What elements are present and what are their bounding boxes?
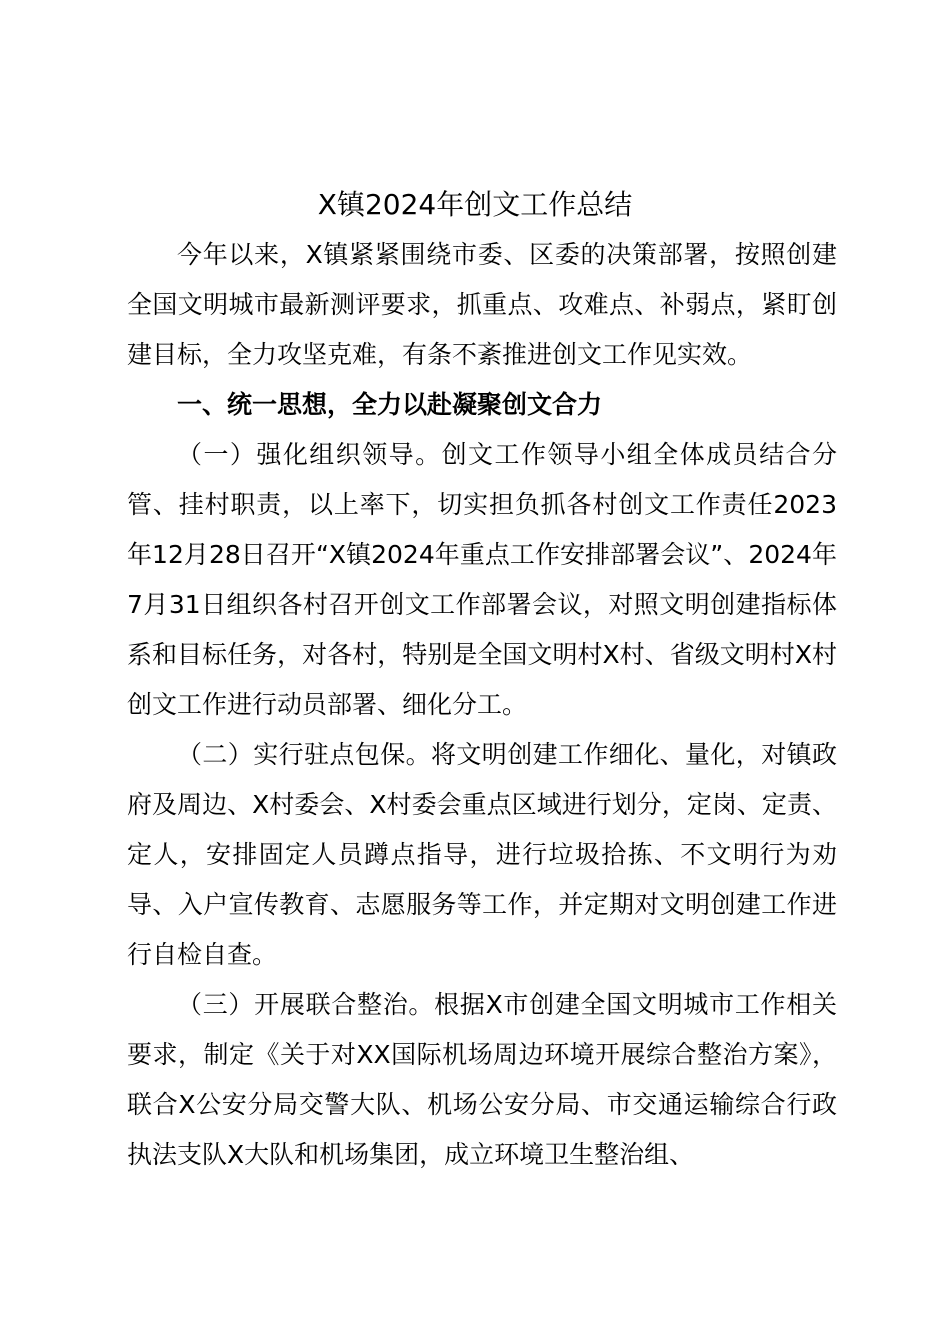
document-title: X镇2024年创文工作总结 — [317, 188, 633, 221]
paragraph-3: （三）开展联合整治。根据X市创建全国文明城市工作相关要求，制定《关于对XX国际机场周边环境开展综合整治方案》，联合X公安分局交警大队、机场公安分局、市交通运输综合行政执法支队X大队和机场集团，成立环境卫生整治组、 — [127, 990, 837, 1169]
paragraph-2: （二）实行驻点包保。将文明创建工作细化、量化，对镇政府及周边、X村委会、X村委会重点区域进行划分，定岗、定责、定人，安排固定人员蹲点指导，进行垃圾拾拣、不文明行为劝导、入户宣传教育、志愿服务等工作，并定期对文明创建工作进行自检自查。 — [127, 740, 837, 969]
document-body — [127, 230, 837, 1180]
intro-paragraph: 今年以来，X镇紧紧围绕市委、区委的决策部署，按照创建全国文明城市最新测评要求，抓重点、攻难点、补弱点，紧盯创建目标，全力攻坚克难，有条不紊推进创文工作见实效。 — [127, 240, 837, 369]
paragraph-1: （一）强化组织领导。创文工作领导小组全体成员结合分管、挂村职责，以上率下，切实担负抓各村创文工作责任2023年12月28日召开“X镇2024年重点工作安排部署会议”、2024年7月31日组织各村召开创文工作部署会议，对照文明创建指标体系和目标任务，对各村，特别是全国文明村X村、省级文明村X村创文工作进行动员部署、细化分工。 — [127, 440, 837, 719]
section-heading: 一、统一思想，全力以赴凝聚创文合力 — [177, 390, 603, 419]
